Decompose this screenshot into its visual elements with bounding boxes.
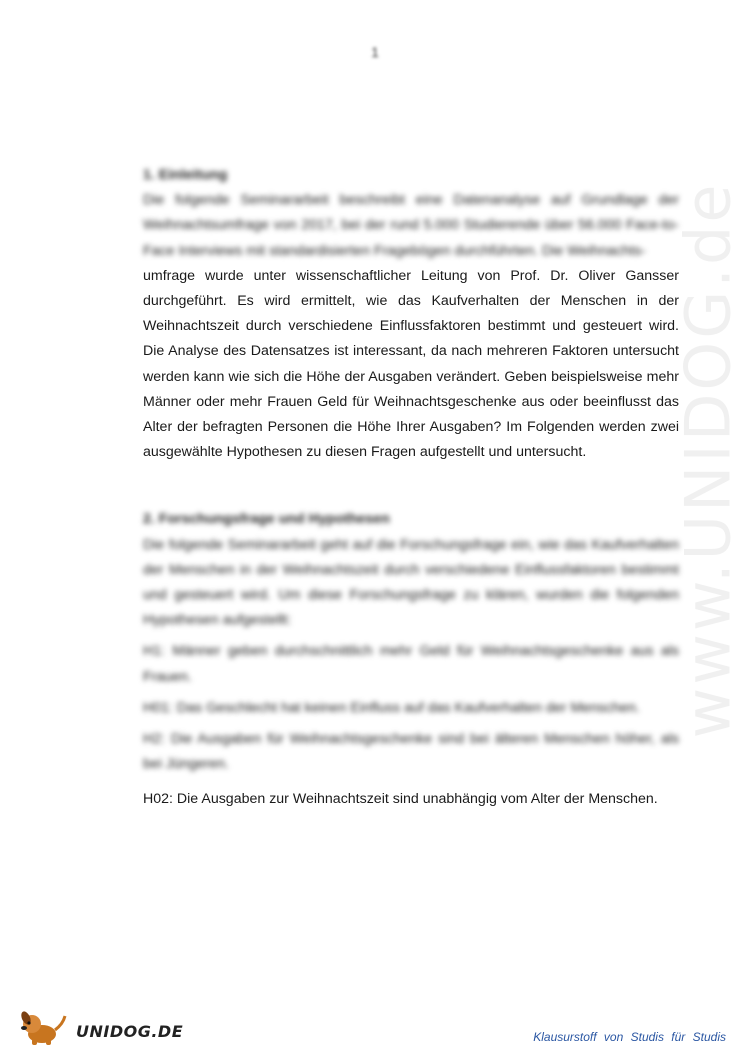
- logo-text: UNIDOG.DE: [76, 1022, 184, 1041]
- hypothesis-h01: H01: Das Geschlecht hat keinen Einfluss auf das Kaufverhalten der Menschen.: [143, 699, 640, 716]
- document-body: [143, 163, 679, 813]
- section-1-visible-text: umfrage wurde unter wissenschaftlicher Leitung von Prof. Dr. Oliver Gansser durchgeführt. Es wird ermittelt, wie das Kaufverhalten der Menschen in der Weihnachtszeit durch verschiedene Einflussfaktoren bestimmt und gesteuert wird. Die Analyse des Datensatzes ist interessant, da nach mehreren Faktoren untersucht werden kann wie sich die Höhe der Ausgaben verändert. Geben beispielsweise mehr Männer oder mehr Frauen Geld für Weihnachtsgeschenke aus oder beeinflusst das Alter der befragten Personen die Höhe Ihrer Ausgaben? Im Folgenden werden zwei ausgewählte Hypothesen zu diesen Fragen aufgestellt und untersucht.: [143, 267, 679, 461]
- footer-tagline: Klausurstoff von Studis für Studis: [533, 1030, 726, 1044]
- page-number: 1: [371, 44, 379, 60]
- section-2-title: 2. Forschungsfrage und Hypothesen: [143, 511, 390, 528]
- watermark-text: www.UNIDOG.de: [671, 181, 745, 739]
- unidog-logo[interactable]: [18, 1008, 184, 1048]
- section-1-blurred-text: Die folgende Seminararbeit beschreibt eine Datenanalyse auf Grundlage der Weihnachtsumfrage von 2017, bei der rund 5.000 Studierende über 56.000 Face-to-Face Interviews mit standardisierten Fragebögen durchführten. Die Weihnachts-: [143, 192, 679, 259]
- hypothesis-h2: H2: Die Ausgaben für Weihnachtsgeschenke sind bei älteren Menschen höher, als bei Jüngeren.: [143, 731, 679, 773]
- hypothesis-h1: H1: Männer geben durchschnittlich mehr Geld für Weihnachtsgeschenke aus als Frauen.: [143, 643, 679, 685]
- dog-icon: [18, 1008, 78, 1048]
- hypothesis-h02: H02: Die Ausgaben zur Weihnachtszeit sind unabhängig vom Alter der Menschen.: [143, 791, 658, 808]
- section-2-intro: Die folgende Seminararbeit geht auf die Forschungsfrage ein, wie das Kaufverhalten der Menschen in der Weihnachtszeit durch verschiedene Einflussfaktoren bestimmt und gesteuert wird. Um diese Forschungsfrage zu klären, wurden die folgenden Hypothesen aufgestellt:: [143, 536, 679, 629]
- section-1-title: 1. Einleitung: [143, 167, 228, 183]
